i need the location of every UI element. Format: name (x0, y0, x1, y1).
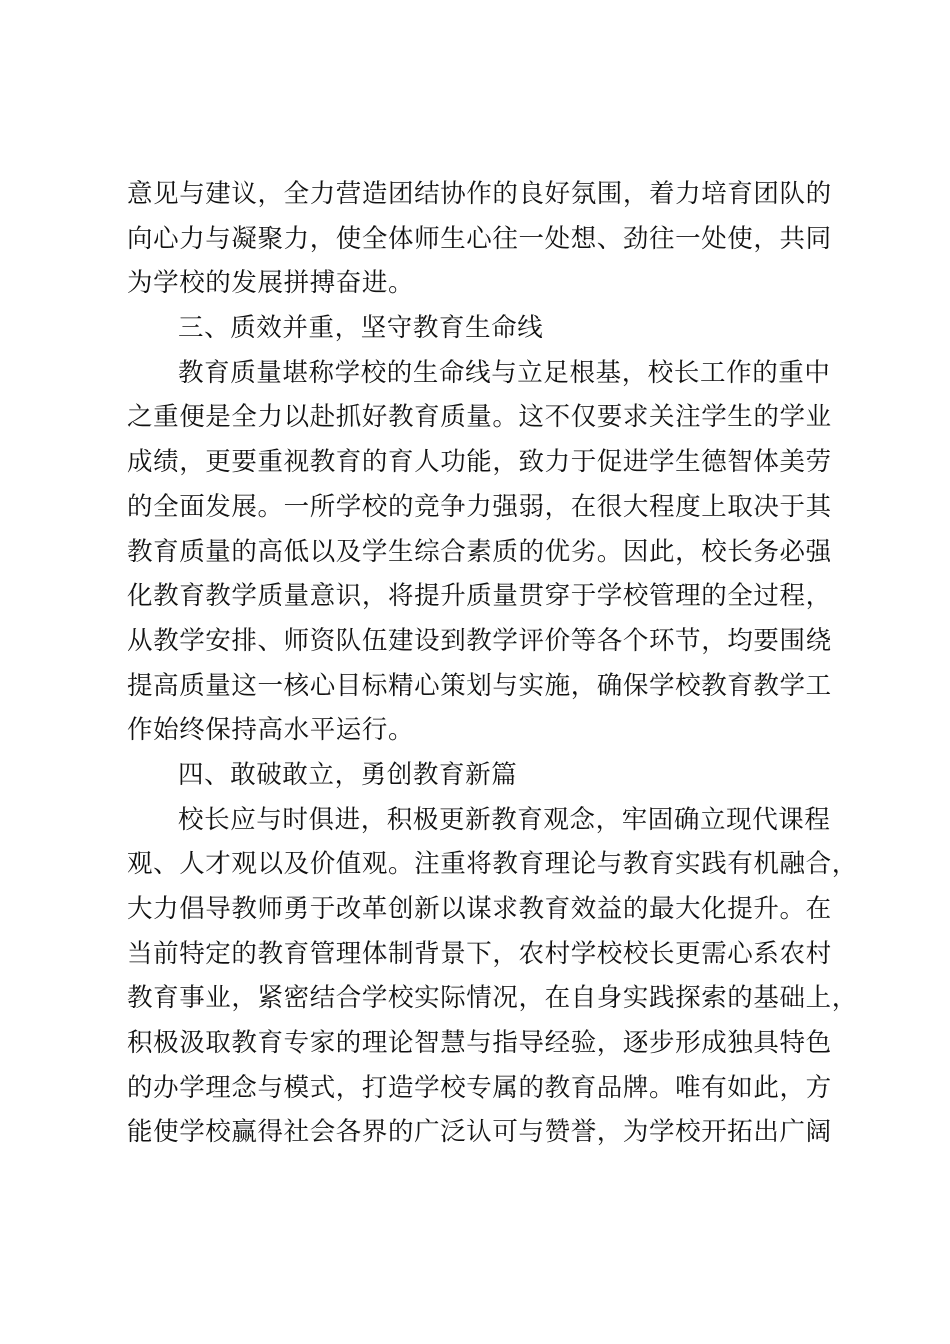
text-line-18: 当前特定的教育管理体制背景下，农村学校校长更需心系农村 (127, 938, 832, 969)
section-heading-4: 四、敢破敢立，勇创教育新篇 (178, 759, 518, 790)
text-line-13: 作始终保持高水平运行。 (127, 715, 415, 746)
text-line-10: 化教育教学质量意识，将提升质量贯穿于学校管理的全过程， (127, 581, 832, 612)
text-line-17: 大力倡导教师勇于改革创新以谋求教育效益的最大化提升。在 (127, 894, 832, 924)
text-line-3: 为学校的发展拼搏奋进。 (127, 268, 415, 299)
text-line-8: 的全面发展。一所学校的竞争力强弱，在很大程度上取决于其 (127, 491, 832, 522)
text-line-6: 之重便是全力以赴抓好教育质量。这不仅要求关注学生的学业 (127, 402, 832, 433)
text-line-1: 意见与建议，全力营造团结协作的良好氛围，着力培育团队的 (127, 179, 832, 209)
text-line-19: 教育事业，紧密结合学校实际情况，在自身实践探索的基础上， (127, 983, 858, 1014)
text-line-2: 向心力与凝聚力，使全体师生心往一处想、劲往一处使，共同 (127, 223, 832, 254)
body-text (127, 172, 858, 1155)
section-heading-3: 三、质效并重，坚守教育生命线 (178, 313, 544, 344)
text-line-9: 教育质量的高低以及学生综合素质的优劣。因此，校长务必强 (127, 536, 832, 567)
text-line-16: 观、人才观以及价值观。注重将教育理论与教育实践有机融合， (127, 849, 858, 880)
text-line-15: 校长应与时俱进，积极更新教育观念，牢固确立现代课程 (178, 804, 831, 835)
text-line-12: 提高质量这一核心目标精心策划与实施，确保学校教育教学工 (127, 670, 832, 701)
text-line-5: 教育质量堪称学校的生命线与立足根基，校长工作的重中 (178, 357, 831, 388)
text-line-21: 的办学理念与模式，打造学校专属的教育品牌。唯有如此，方 (127, 1072, 832, 1103)
text-line-11: 从教学安排、师资队伍建设到教学评价等各个环节，均要围绕 (127, 625, 832, 656)
text-line-22: 能使学校赢得社会各界的广泛认可与赞誉，为学校开拓出广阔 (127, 1117, 832, 1148)
text-line-7: 成绩，更要重视教育的育人功能，致力于促进学生德智体美劳 (127, 447, 832, 478)
text-line-20: 积极汲取教育专家的理论智慧与指导经验，逐步形成独具特色 (127, 1028, 832, 1059)
